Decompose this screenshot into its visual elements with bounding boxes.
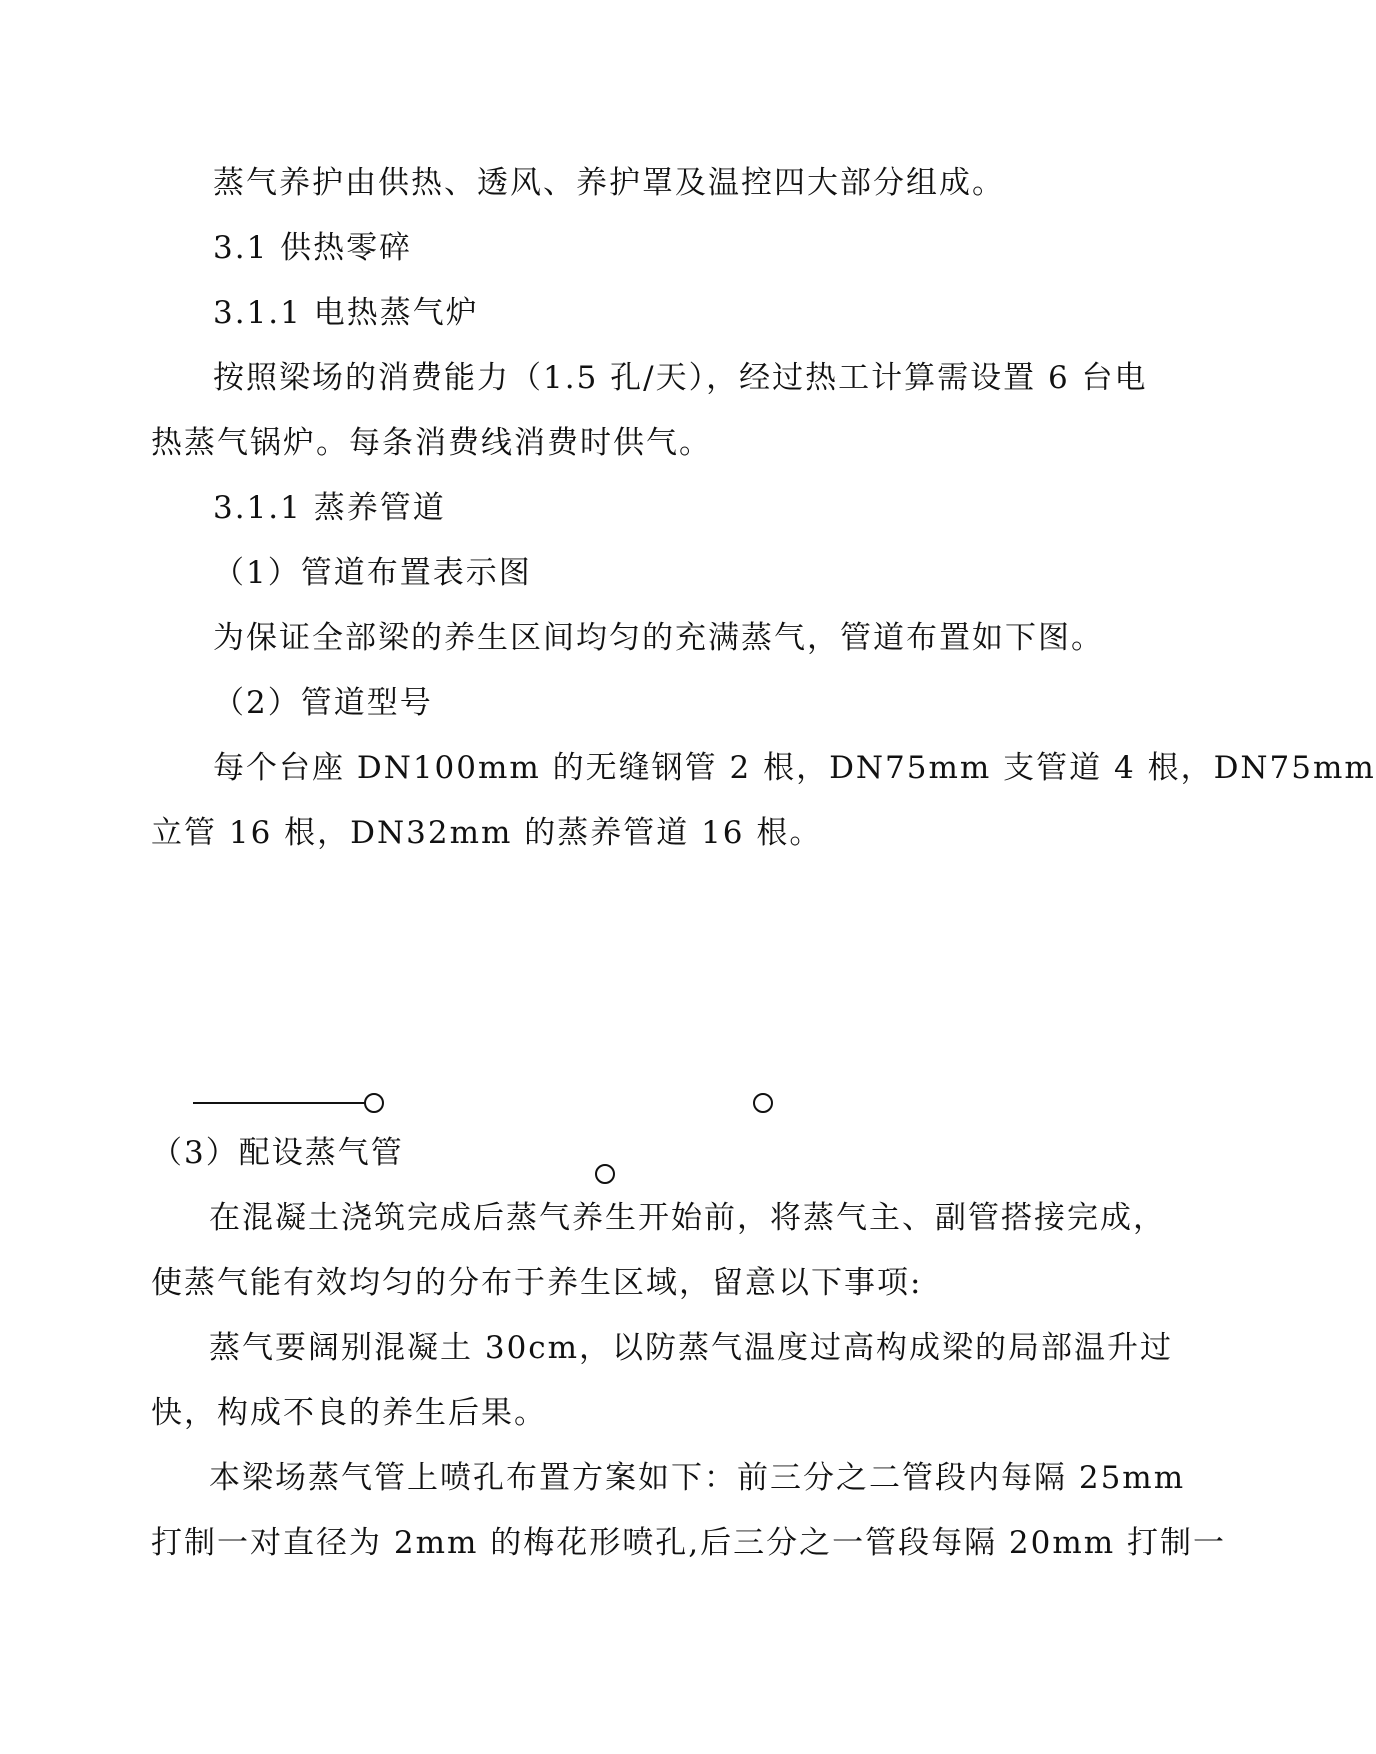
paragraph-line: 为保证全部梁的养生区间均匀的充满蒸气，管道布置如下图。 bbox=[213, 620, 1104, 656]
paragraph-line: 蒸气要阔别混凝土 30cm，以防蒸气温度过高构成梁的局部温升过 bbox=[209, 1330, 1174, 1366]
paragraph-line: 热蒸气锅炉。每条消费线消费时供气。 bbox=[151, 425, 712, 461]
paragraph-line: 在混凝土浇筑完成后蒸气养生开始前，将蒸气主、副管搭接完成， bbox=[209, 1200, 1166, 1236]
intro-paragraph: 蒸气养护由供热、透风、养护罩及温控四大部分组成。 bbox=[213, 165, 1005, 201]
pipe-node-circle bbox=[365, 1094, 383, 1112]
section-heading-3-1: 3.1 供热零碎 bbox=[213, 230, 413, 266]
section-heading-3-1-1-boiler: 3.1.1 电热蒸气炉 bbox=[213, 295, 479, 331]
paragraph-line: 立管 16 根，DN32mm 的蒸养管道 16 根。 bbox=[151, 815, 823, 851]
pipe-node-circle bbox=[596, 1165, 614, 1183]
paragraph-line: 快，构成不良的养生后果。 bbox=[151, 1395, 547, 1431]
section-heading-3-1-1-pipes: 3.1.1 蒸养管道 bbox=[213, 490, 446, 526]
list-item-heading: （1）管道布置表示图 bbox=[213, 555, 532, 591]
paragraph-line: 打制一对直径为 2mm 的梅花形喷孔,后三分之一管段每隔 20mm 打制一 bbox=[151, 1525, 1227, 1561]
paragraph-line: 每个台座 DN100mm 的无缝钢管 2 根，DN75mm 支管道 4 根，DN75mm bbox=[213, 750, 1376, 786]
paragraph-line: 本梁场蒸气管上喷孔布置方案如下：前三分之二管段内每隔 25mm bbox=[209, 1460, 1186, 1496]
pipe-node-circle bbox=[754, 1094, 772, 1112]
list-item-heading: （2）管道型号 bbox=[213, 685, 433, 721]
paragraph-line: 按照梁场的消费能力（1.5 孔/天），经过热工计算需设置 6 台电 bbox=[213, 360, 1148, 396]
list-item-heading: （3）配设蒸气管 bbox=[151, 1135, 404, 1171]
paragraph-line: 使蒸气能有效均匀的分布于养生区域，留意以下事项: bbox=[151, 1265, 923, 1301]
